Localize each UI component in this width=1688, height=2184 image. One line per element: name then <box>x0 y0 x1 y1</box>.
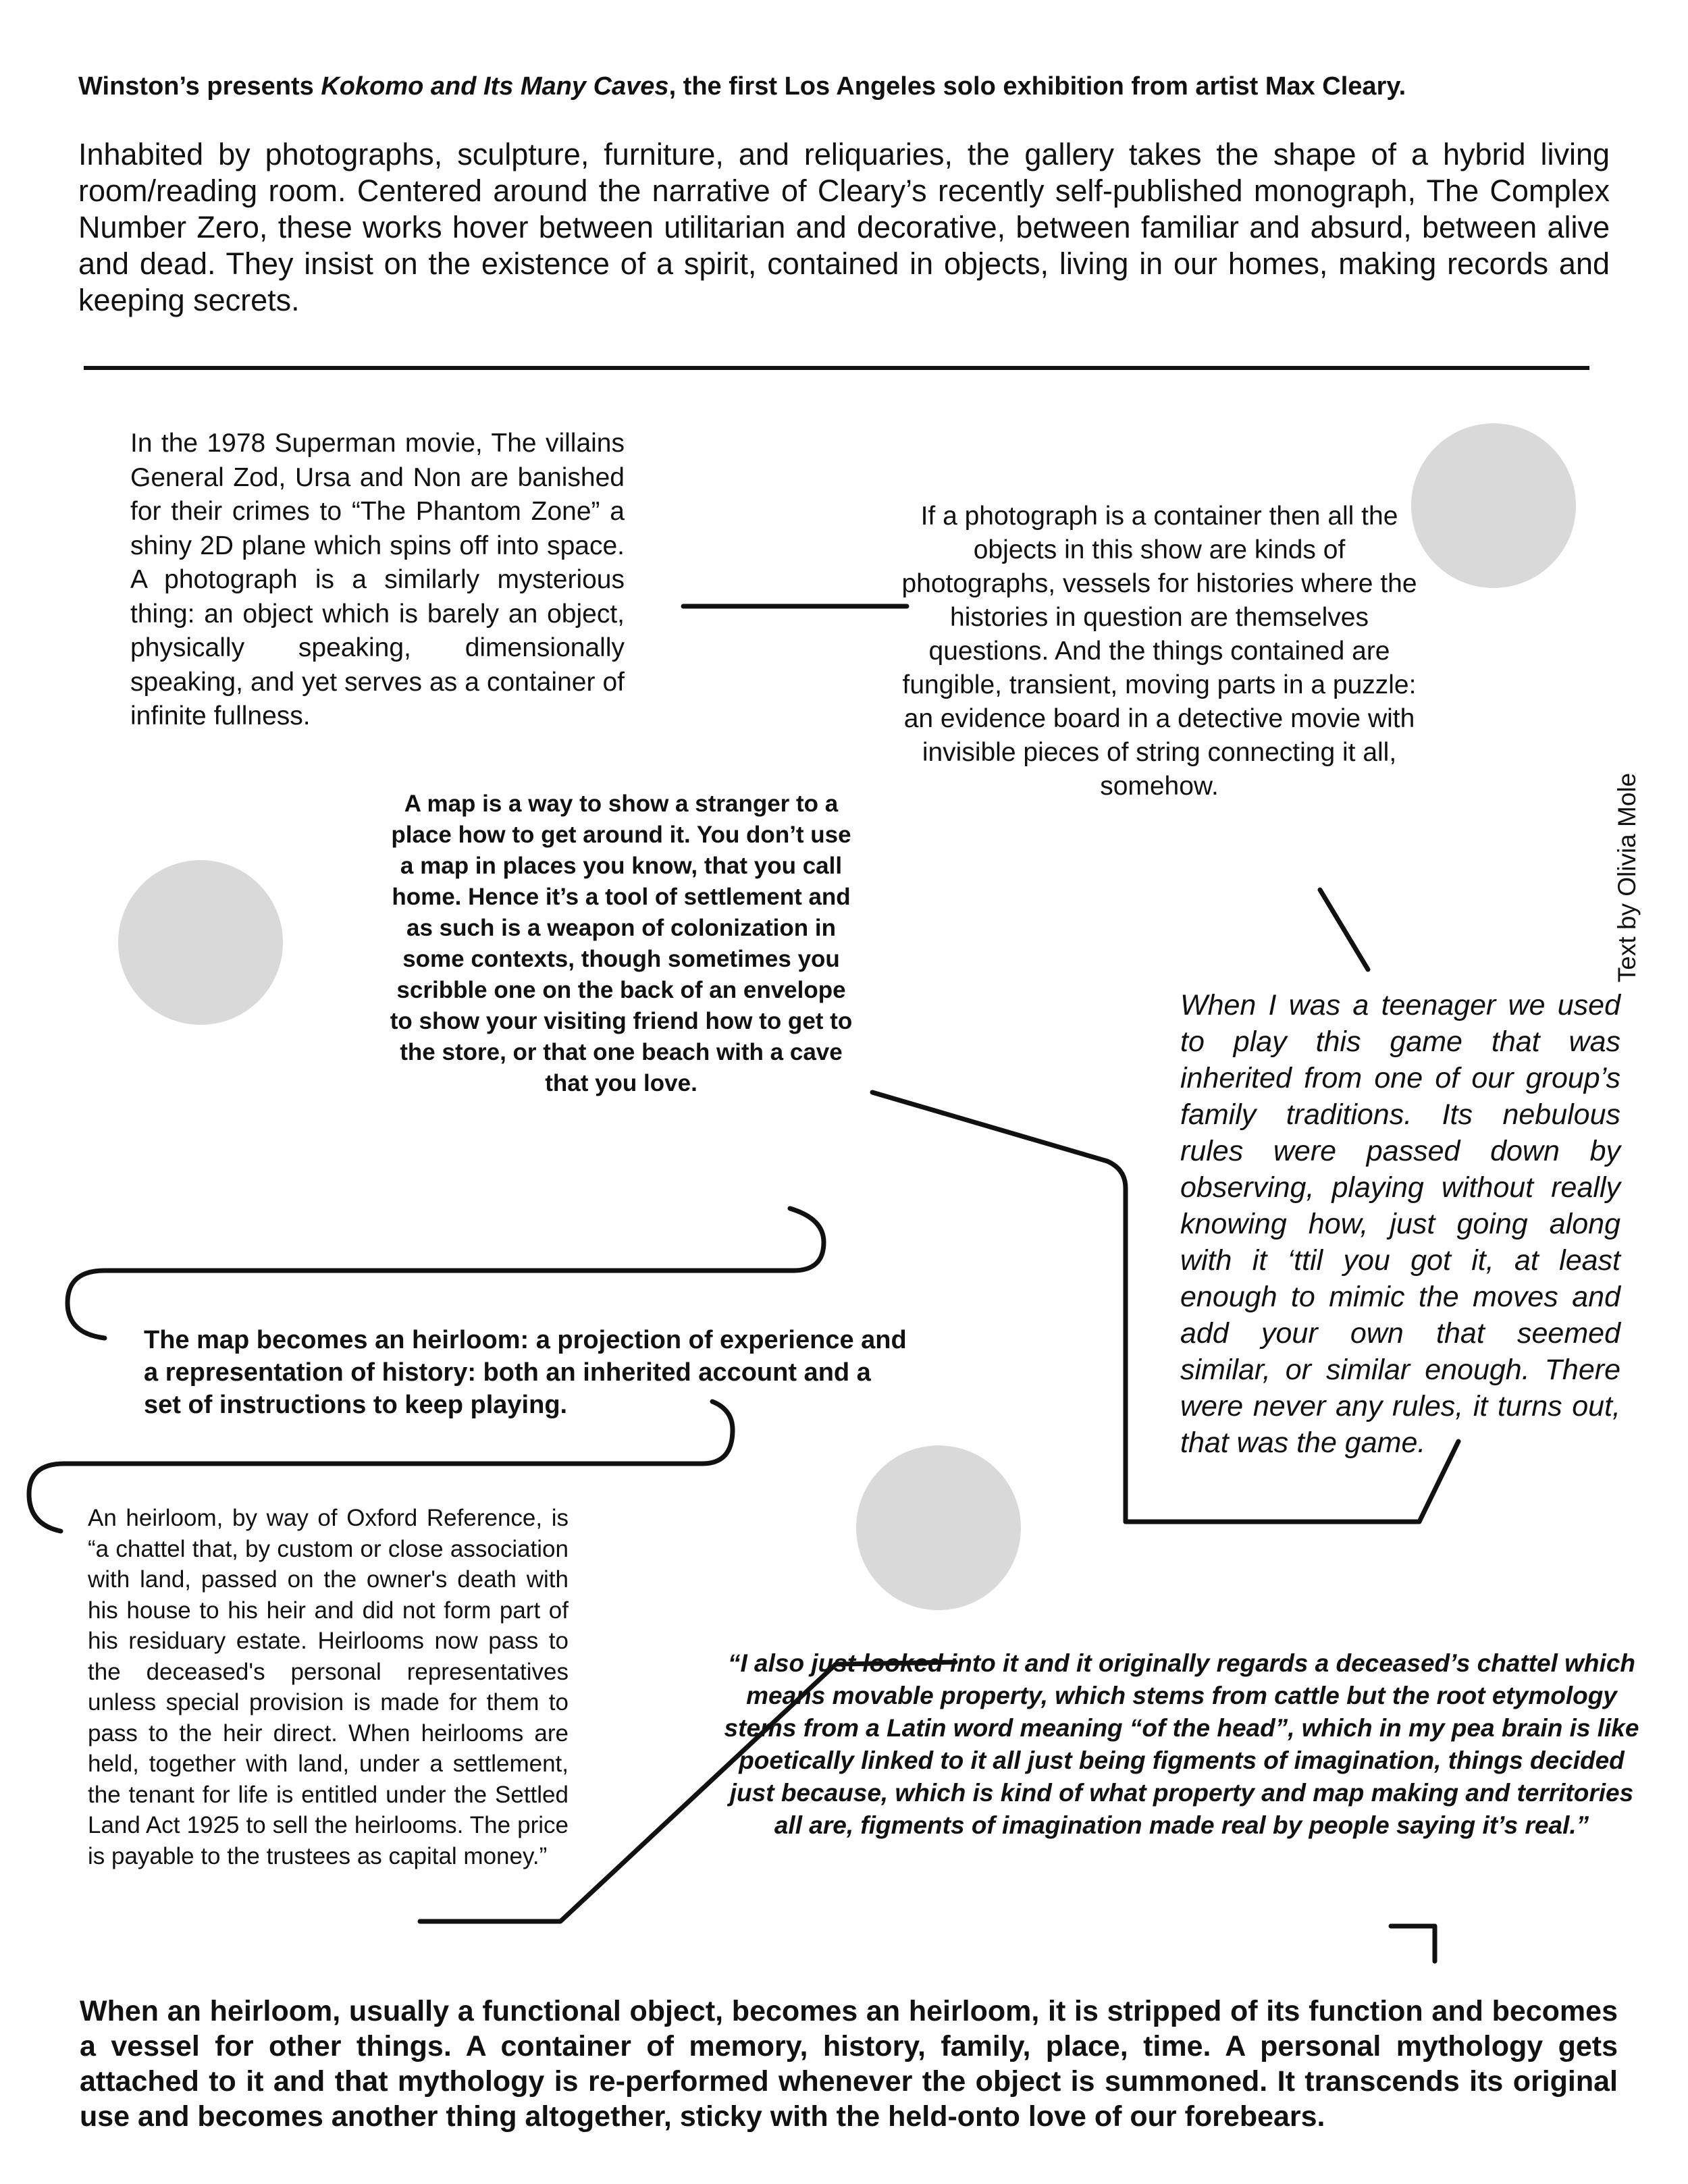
connector-photograph-teenager <box>1320 890 1368 969</box>
heirloom-map-paragraph: The map becomes an heirloom: a projection of experience and a representation of history: both an inherited account and a set of instructions to keep playing. <box>144 1326 907 1419</box>
photograph-paragraph: If a photograph is a container then all the objects in this show are kinds of photographs, vessels for histories where the histories in question are themselves questions. And the things contained are fungible, transient, moving parts in a puzzle: an evidence board in a detective movie with invisible pieces of string connecting it all, somehow. <box>901 502 1417 801</box>
teenager-paragraph: When I was a teenager we used to play this game that was inherited from one of our group’s family traditions. Its nebulous rules were passed down by observing, playing without really knowing how, just going along with it ‘ttil you got it, at least enough to mimic the moves and add your own that seemed similar, or similar enough. There were never any rules, it turns out, that was the game. <box>1180 989 1620 1459</box>
title-prefix: Winston’s presents <box>78 72 321 101</box>
chattel-quote: “I also just looked into it and it originally regards a deceased’s chattel which means movable property, which stems from cattle but the root etymology stems from a Latin word meaning “of the head”, which in my pea brain is like poetically linked to it all just being figments of imagination, things decided just because, which is kind of what property and map making and territories all are, figments of imagination made real by people saying it’s real.” <box>724 1649 1639 1839</box>
map-paragraph: A map is a way to show a stranger to a place how to get around it. You don’t use a map in places you know, that you call home. Hence it’s a tool of settlement and as such is a weapon of colonization in some contexts, though sometimes you scribble one on the back of an envelope to show your visiting friend how to get to the store, or that one beach with a cave that you love. <box>390 791 853 1096</box>
intro-paragraph: Inhabited by photographs, sculpture, furniture, and reliquaries, the gallery takes the shape of a hybrid living room/reading room. Centered around the narrative of Cleary’s recently self-published monograph, The Complex Number Zero, these works hover between utilitarian and decorative, between familiar and absurd, between alive and dead. They insist on the existence of a spirit, contained in objects, living in our homes, making records and keeping secrets. <box>78 137 1610 317</box>
exhibition-name: Kokomo and Its Many Caves <box>321 72 669 101</box>
connector-chattel-end <box>1391 1926 1435 1961</box>
closing-paragraph: When an heirloom, usually a functional object, becomes an heirloom, it is stripped of its function and becomes a vessel for other things. A container of memory, history, family, place, time. A personal mythology gets attached to it and that mythology is re-performed whenever the object is summoned. It transcends its original use and becomes another thing altogether, sticky with the held-onto love of our forebears. <box>80 1995 1618 2133</box>
connector-map-heirloom <box>68 1208 824 1338</box>
superman-paragraph: In the 1978 Superman movie, The villains General Zod, Ursa and Non are banished for their crimes to “The Phantom Zone” a shiny 2D plane which spins off into space. A photograph is a similarly mysterious thing: an object which is barely an object, physically speaking, dimensionally speaking, and yet serves as a container of infinite fullness. <box>130 429 625 730</box>
title-suffix: , the first Los Angeles solo exhibition from artist Max Cleary. <box>668 72 1406 101</box>
author-credit: Text by Olivia Mole <box>1613 772 1641 983</box>
oxford-paragraph: An heirloom, by way of Oxford Reference, is “a chattel that, by custom or close association with land, passed on the owner's death with his house to his heir and did not form part of his residuary estate. Heirlooms now pass to the deceased's personal representatives unless special provision is made for them to pass to the heir direct. When heirlooms are held, together with land, under a settlement, the tenant for life is entitled under the Settled Land Act 1925 to sell the heirlooms. The price is payable to the trustees as capital money.” <box>88 1505 569 1869</box>
